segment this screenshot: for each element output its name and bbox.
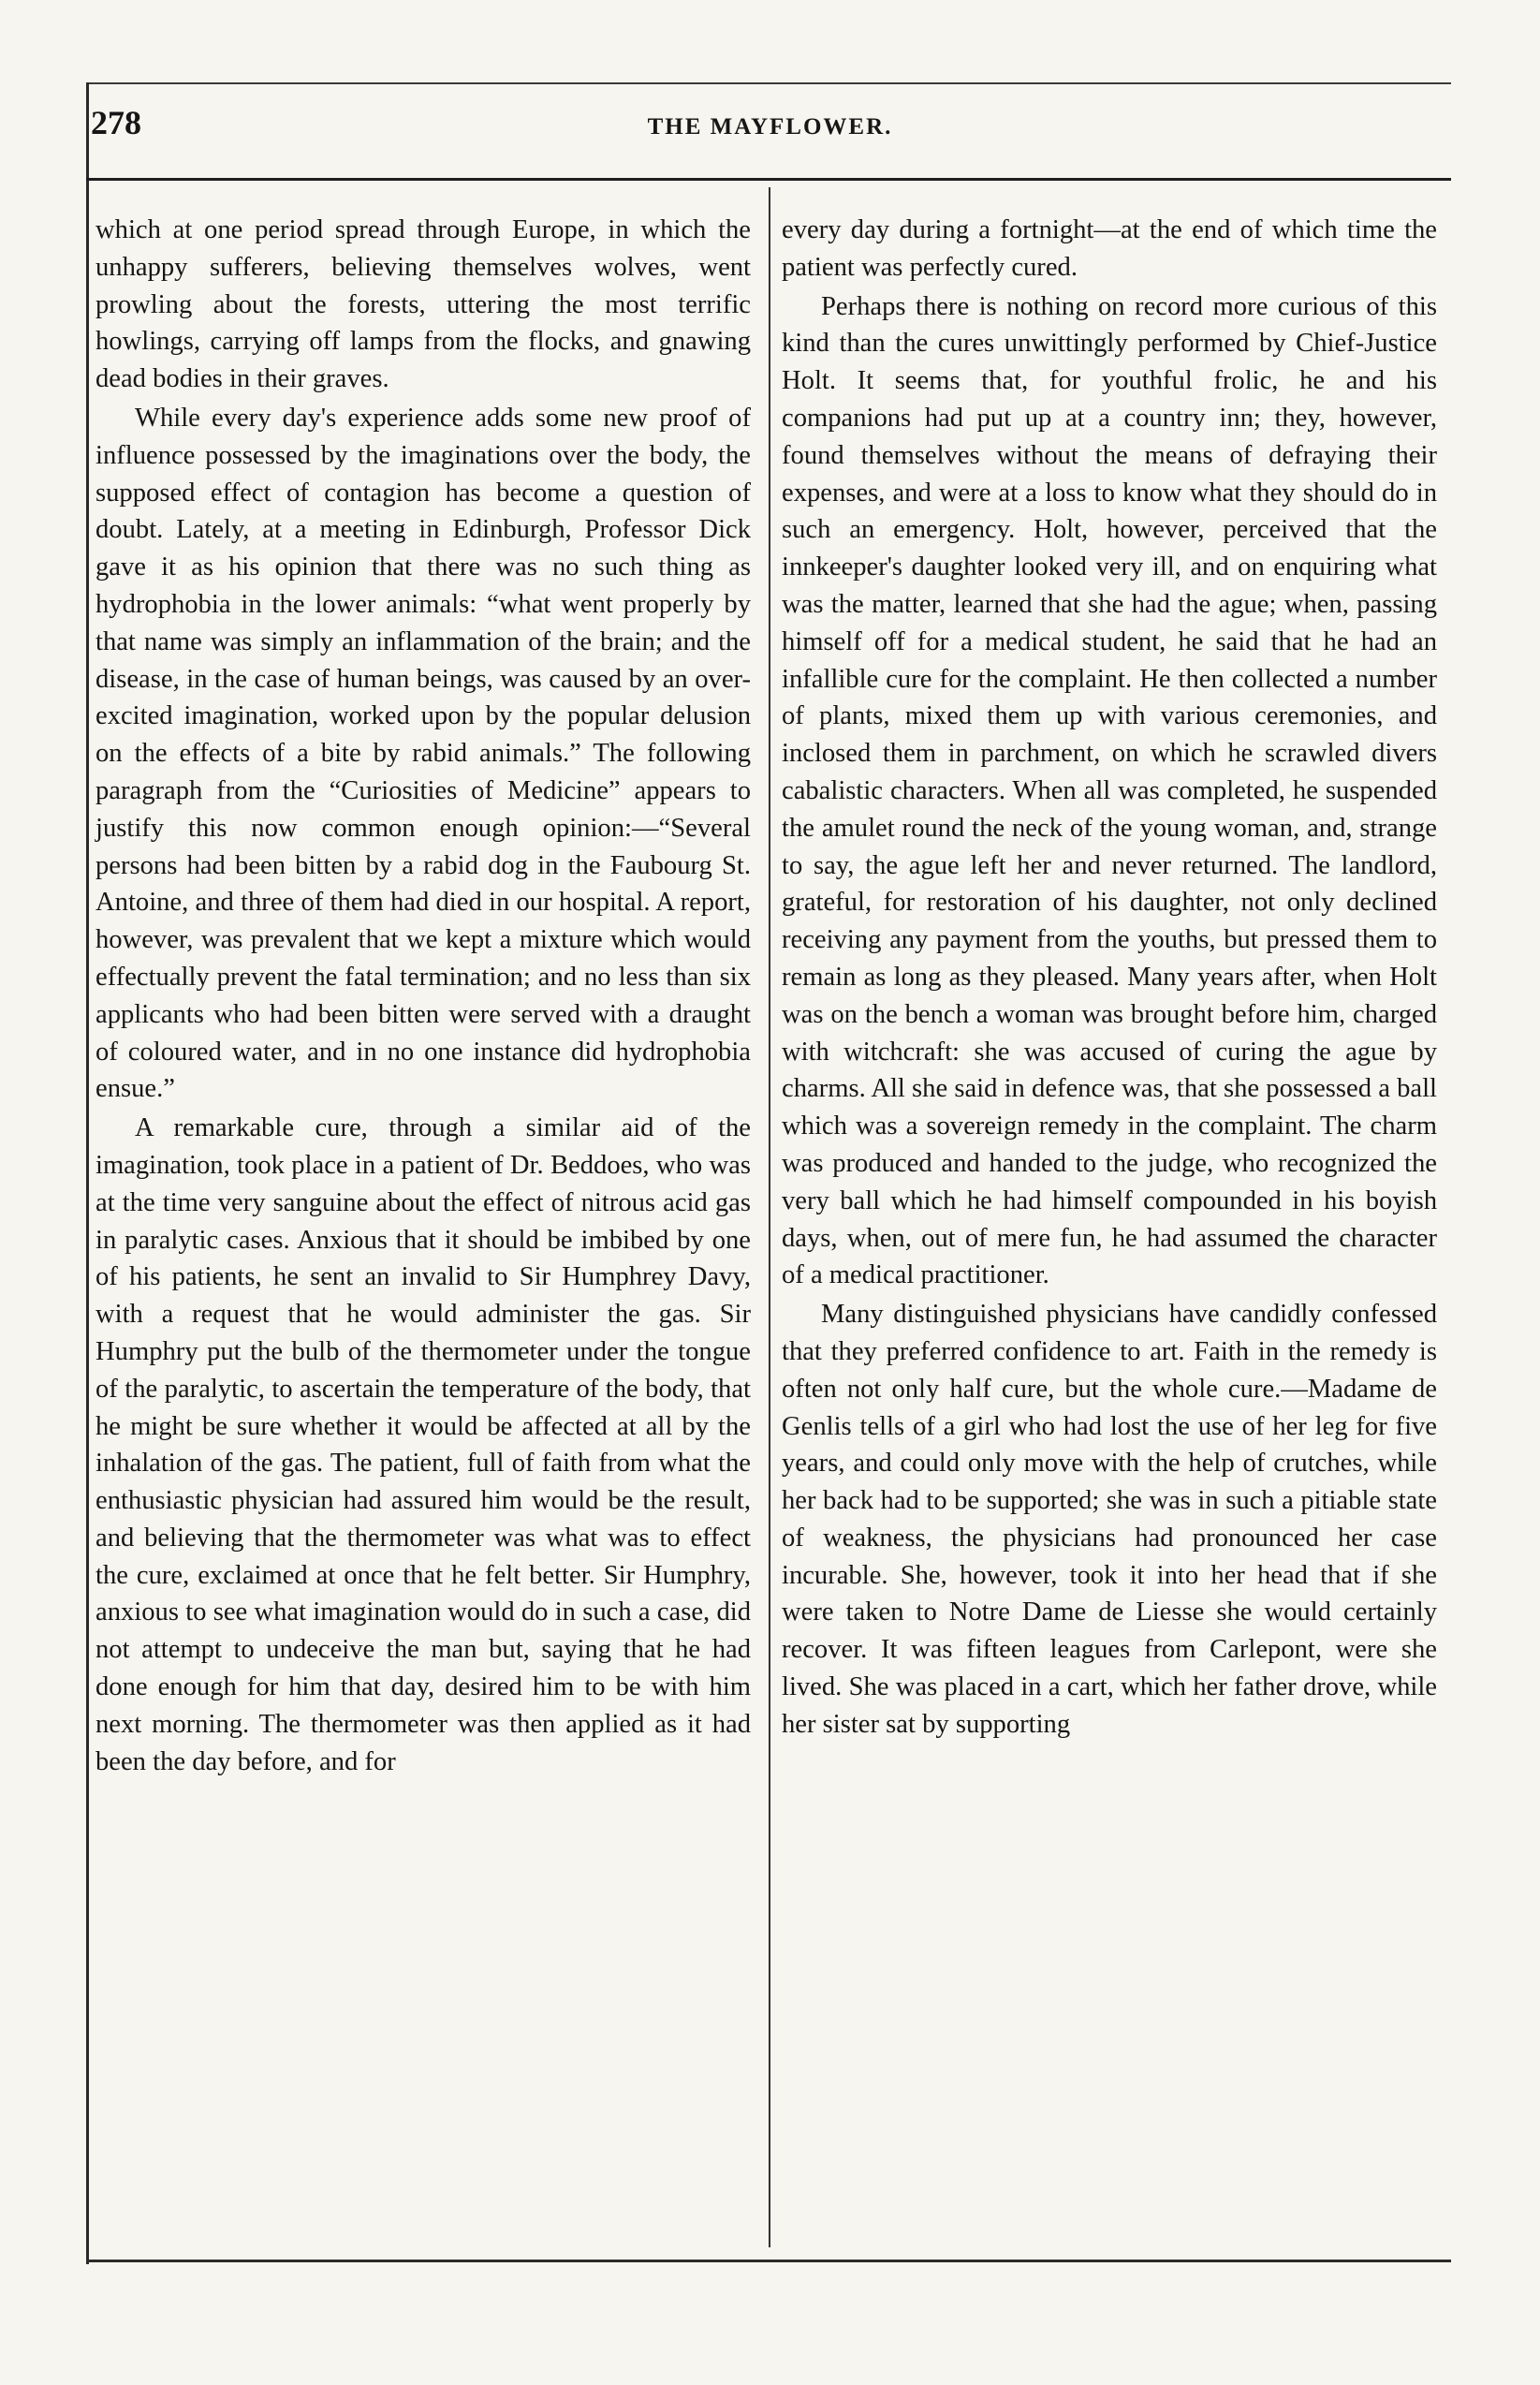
paragraph: A remarkable cure, through a similar aid of the imagination, took place in a patient of Dr. Beddoes, who was at the time very sanguine about the effect of nitrous acid gas in paralytic cases. Anxious that it should be imbibed by one of his patients, he sent an invalid to Sir Humphrey Davy, with a request that he would administer the gas. Sir Humphry put the bulb of the thermometer under the tongue of the paralytic, to ascertain the temperature of the body, that he might be sure whether it would be affected at all by the inhalation of the gas. The patient, full of faith from what the enthusiastic physician had assured him would be the result, and believing that the thermometer was what was to effect the cure, exclaimed at once that he felt better. Sir Humphry, anxious to see what imagination would do in such a case, did not attempt to undeceive the man but, saying that he had done enough for him that day, desired him to be with him next morning. The thermometer was then applied as it had been the day before, and for <box>95 1113 751 1776</box>
paragraph: Perhaps there is nothing on record more curious of this kind than the cures unwittingly performed by Chief-Justice Holt. It seems that, for youthful frolic, he and his companions had put up at a country inn; they, however, found themselves without the means of defraying their expenses, and were at a loss to know what they should do in such an emergency. Holt, however, perceived that the innkeeper's daughter looked very ill, and on enquiring what was the matter, learned that she had the ague; when, passing himself off for a medical student, he said that he had an infallible cure for the complaint. He then collected a number of plants, mixed them up with various ceremonies, and inclosed them in parchment, on which he scrawled divers cabalistic characters. When all was completed, he suspended the amulet round the neck of the young woman, and, strange to say, the ague left her and never returned. The landlord, grateful, for restoration of his daughter, not only declined receiving any payment from the youths, but pressed them to remain as long as they pleased. Many years after, when Holt was on the bench a woman was brought before him, charged with witchcraft: she was accused of curing the ague by charms. All she said in defence was, that she possessed a ball which was a sovereign remedy in the complaint. The charm was produced and handed to the judge, who recognized the very ball which he had himself compounded in his boyish days, when, out of mere fun, he had assumed the character of a medical practitioner. <box>782 291 1437 1290</box>
running-title: THE MAYFLOWER. <box>647 114 893 140</box>
bottom-rule <box>86 2260 1451 2262</box>
column-divider <box>769 187 770 2247</box>
left-column <box>95 212 751 1780</box>
right-column <box>782 212 1437 1744</box>
paragraph: Many distinguished physicians have candidly confessed that they preferred confidence to art. Faith in the remedy is often not only half cure, but the whole cure.—Madame de Genlis tells of a girl who had lost the use of her leg for five years, and could only move with the help of crutches, while her back had to be supported; she was in such a pitiable state of weakness, the physicians had pronounced her case incurable. She, however, took it into her head that if she were taken to Notre Dame de Liesse she would certainly recover. It was fifteen leagues from Carlepont, were she lived. She was placed in a cart, which her father drove, while her sister sat by supporting <box>782 1300 1437 1739</box>
paragraph: While every day's experience adds some new proof of influence possessed by the imaginations over the body, the supposed effect of contagion has become a question of doubt. Lately, at a meeting in Edinburgh, Professor Dick gave it as his opinion that there was no such thing as hydrophobia in the lower animals: “what went properly by that name was simply an inflammation of the brain; and the disease, in the case of human beings, was caused by an over-excited imagination, worked upon by the popular delusion on the effects of a bite by rabid animals.” The following paragraph from the “Curiosities of Medicine” appears to justify this now common enough opinion:—“Several persons had been bitten by a rabid dog in the Faubourg St. Antoine, and three of them had died in our hospital. A report, however, was prevalent that we kept a mixture which would effectually prevent the fatal termination; and no less than six applicants who had been bitten were served with a draught of coloured water, and in no one instance did hydrophobia ensue.” <box>95 403 751 1104</box>
header-rule <box>86 178 1451 181</box>
page-header <box>89 103 1451 150</box>
top-rule <box>86 82 1451 84</box>
page-number: 278 <box>91 104 141 141</box>
left-border <box>86 82 89 2264</box>
paragraph: which at one period spread through Europe, in which the unhappy sufferers, believing themselves wolves, went prowling about the forests, uttering the most terrific howlings, carrying off lamps from the flocks, and gnawing dead bodies in their graves. <box>95 215 751 394</box>
paragraph: every day during a fortnight—at the end of which time the patient was perfectly cured. <box>782 215 1437 282</box>
